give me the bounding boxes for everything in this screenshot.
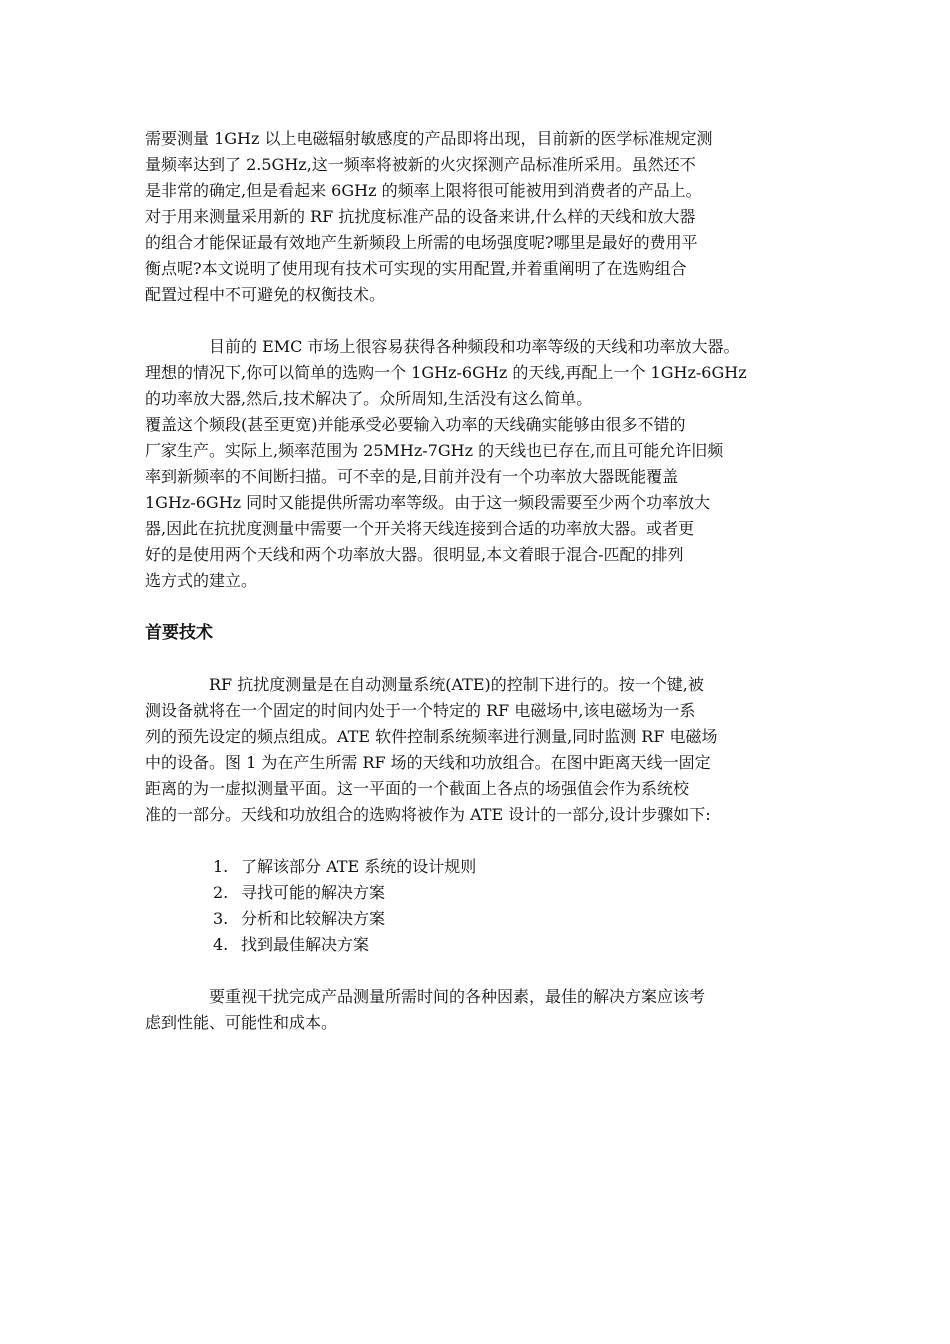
text-line: 1GHz-6GHz 同时又能提供所需功率等级。由于这一频段需要至少两个功率放大 [145,493,711,512]
text-line: 厂家生产。实际上,频率范围为 25MHz-7GHz 的天线也已存在,而且可能允许旧频 [145,441,724,460]
text-line: 选方式的建立。 [145,571,258,590]
text-line: 衡点呢?本文说明了使用现有技术可实现的实用配置,并着重阐明了在选购组合 [145,259,687,278]
list-text: 分析和比较解决方案 [241,909,386,928]
ate-paragraph [145,672,815,828]
section-heading: 首要技术 [145,623,213,643]
text-line: 是非常的确定,但是看起来 6GHz 的频率上限将很可能被用到消费者的产品上。 [145,181,702,200]
text-line: 距离的为一虚拟测量平面。这一平面的一个截面上各点的场强值会作为系统校 [145,779,690,798]
list-number: 1. [213,857,229,876]
list-text: 找到最佳解决方案 [241,935,370,954]
list-text: 寻找可能的解决方案 [241,883,386,902]
text-line: 中的设备。图 1 为在产生所需 RF 场的天线和功放组合。在图中距离天线一固定 [145,753,711,772]
text-line: 理想的情况下,你可以简单的选购一个 1GHz-6GHz 的天线,再配上一个 1GHz-6GHz [145,363,747,382]
text-line: 的组合才能保证最有效地产生新频段上所需的电场强度呢?哪里是最好的费用平 [145,233,698,252]
list-number: 3. [213,909,229,928]
list-number: 2. [213,883,229,902]
text-line: 要重视干扰完成产品测量所需时间的各种因素，最佳的解决方案应该考 [209,987,706,1006]
list-item [213,906,815,932]
text-line: RF 抗扰度测量是在自动测量系统(ATE)的控制下进行的。按一个键,被 [209,675,704,694]
text-line: 对于用来测量采用新的 RF 抗扰度标准产品的设备来讲,什么样的天线和放大器 [145,207,696,226]
list-number: 4. [213,935,229,954]
conclusion-paragraph [145,984,815,1036]
text-line: 准的一部分。天线和功放组合的选购将被作为 ATE 设计的一部分,设计步骤如下: [145,805,711,824]
list-item [213,880,815,906]
text-line: 器,因此在抗扰度测量中需要一个开关将天线连接到合适的功率放大器。或者更 [145,519,695,538]
text-line: 虑到性能、可能性和成本。 [145,1013,338,1032]
text-line: 覆盖这个频段(甚至更宽)并能承受必要输入功率的天线确实能够由很多不错的 [145,415,686,434]
intro-paragraph [145,126,815,308]
market-paragraph [145,334,815,594]
text-line: 率到新频率的不间断扫描。可不幸的是,目前并没有一个功率放大器既能覆盖 [145,467,679,486]
design-steps-list [145,854,815,958]
list-item [213,932,815,958]
text-line: 的功率放大器,然后,技术解决了。众所周知,生活没有这么简单。 [145,389,593,408]
document-page [145,126,815,1036]
text-line: 量频率达到了 2.5GHz,这一频率将被新的火灾探测产品标准所采用。虽然还不 [145,155,696,174]
text-line: 列的预先设定的频点组成。ATE 软件控制系统频率进行测量,同时监测 RF 电磁场 [145,727,718,746]
list-text: 了解该部分 ATE 系统的设计规则 [241,857,477,876]
text-line: 测设备就将在一个固定的时间内处于一个特定的 RF 电磁场中,该电磁场为一系 [145,701,696,720]
text-line: 目前的 EMC 市场上很容易获得各种频段和功率等级的天线和功率放大器。 [209,337,740,356]
list-item [213,854,815,880]
text-line: 配置过程中不可避免的权衡技术。 [145,285,386,304]
text-line: 需要测量 1GHz 以上电磁辐射敏感度的产品即将出现，目前新的医学标准规定测 [145,129,713,148]
text-line: 好的是使用两个天线和两个功率放大器。很明显,本文着眼于混合-匹配的排列 [145,545,684,564]
